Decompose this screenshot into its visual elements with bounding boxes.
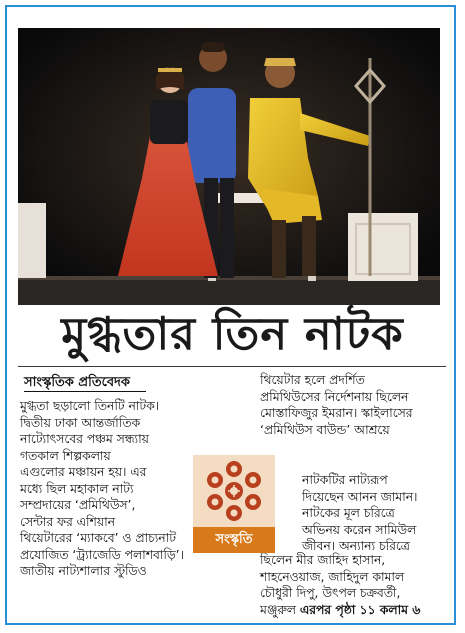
headline: মুগ্ধতার তিন নাটক <box>61 307 404 360</box>
flower-emblem-icon <box>193 455 275 527</box>
text-line: গতকাল শিল্পকলায় <box>20 448 111 463</box>
article-column-2-top <box>260 372 450 438</box>
text-fragment: মঞ্জুরুল <box>260 602 300 617</box>
text-line: দ্বিতীয় ঢাকা আন্তর্জাতিক <box>20 415 141 430</box>
text-line-last <box>260 602 450 619</box>
text-line: সেন্টার ফর এশিয়ান <box>20 514 115 529</box>
text-line: প্রযোজিত ‘ট্র্যাজেডি পলাশবাড়ি’। <box>20 547 184 562</box>
text-line: থিয়েটারের ‘ম্যাকবে’ ও প্রাচ্যনাট <box>20 531 176 545</box>
culture-section-logo <box>193 455 275 553</box>
text-line: প্রমিথিউসের নির্দেশনায় ছিলেন <box>260 389 409 404</box>
text-line: জীবন। অন্যান্য চরিত্রে <box>302 539 410 553</box>
continued-on-page-link[interactable]: এরপর পৃষ্ঠা ১১ কলাম ৬ <box>299 602 421 617</box>
text-line: জাতীয় নাট্যশালার স্টুডিও <box>20 564 147 578</box>
text-line: মোস্তাফিজুর ইমরান। স্কাইলাসের <box>260 406 413 420</box>
byline-underline <box>24 391 146 392</box>
text-line: চৌধুরী দিপু, উৎপল চক্রবর্তী, <box>260 586 401 600</box>
text-line: নাটকটির নাট্যরূপ <box>302 473 388 487</box>
text-line: ছিলেন মীর জাহিদ হাসান, <box>260 553 386 567</box>
headline-divider <box>18 366 446 367</box>
text-line: সম্প্রদায়ের ‘প্রমিথিউস’, <box>20 498 136 512</box>
text-line: মধ্যে ছিল মহাকাল নাট্য <box>20 481 134 496</box>
text-line: শাহনেওয়াজ, জাহিদুল কামাল <box>260 569 405 584</box>
text-line: অভিনয় করেন সামিউল <box>302 522 417 537</box>
text-line: নাটকের মূল চরিত্রে <box>302 506 395 520</box>
text-line: নাট্যোৎসবের পঞ্চম সন্ধ্যায় <box>20 432 149 446</box>
text-line: মুগ্ধতা ছড়ালো তিনটি নাটক। <box>20 399 160 413</box>
stage-photo-illustration <box>18 28 440 305</box>
text-line: ‘প্রমিথিউস বাউন্ড’ আশ্রয়ে <box>260 422 390 437</box>
stage-photo <box>18 28 440 305</box>
logo-emblem-area <box>193 455 275 527</box>
article-column-2-bottom <box>260 552 450 618</box>
logo-label: সংস্কৃতি <box>193 527 275 553</box>
text-line: থিয়েটার হলে প্রদর্শিত <box>260 373 365 387</box>
text-line: এগুলোর মঞ্চায়ন হয়। এর <box>20 465 147 479</box>
byline: সাংস্কৃতিক প্রতিবেদক <box>24 375 130 390</box>
text-line: দিয়েছেন আনন জামান। <box>302 489 418 504</box>
article-column-2-indent <box>302 472 450 555</box>
